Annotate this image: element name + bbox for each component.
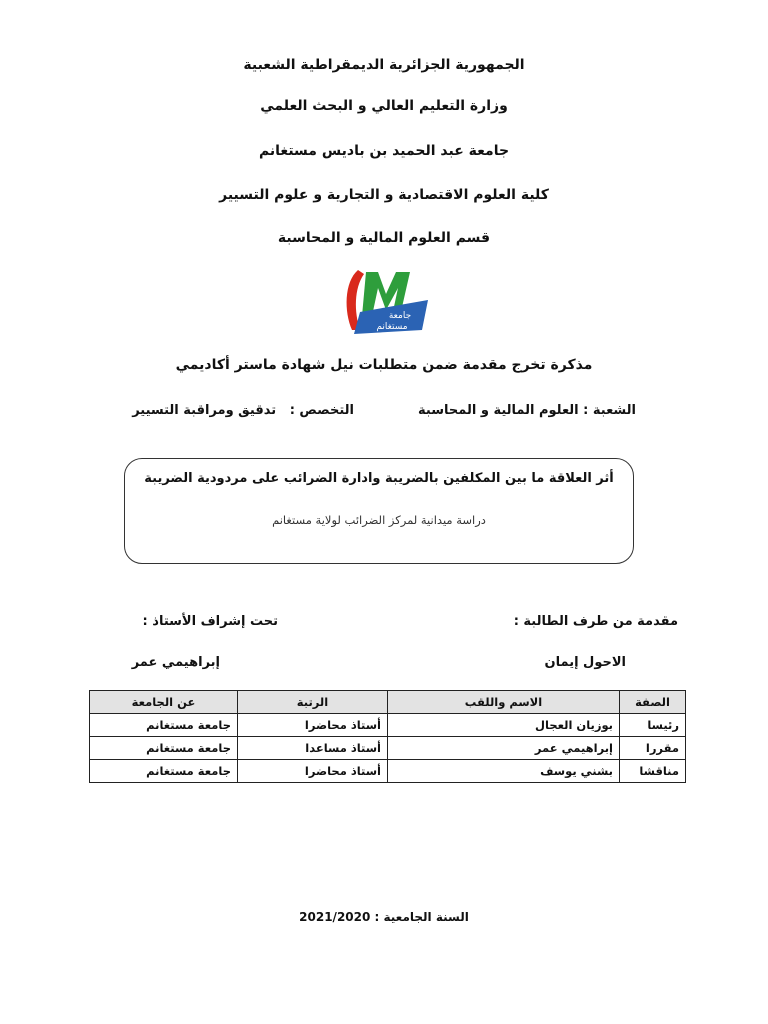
- jury-rank: أستاذ مساعدا: [238, 737, 388, 760]
- university-logo: [338, 264, 430, 338]
- jury-rank: أستاذ محاضرا: [238, 760, 388, 783]
- logo-text-line2: مستغانم: [376, 322, 408, 332]
- republic-heading: الجمهورية الجزائرية الديمقراطية الشعبية: [243, 57, 525, 73]
- logo-text-line1: جامعة: [388, 311, 412, 321]
- memo-statement: مذكرة تخرج مقدمة ضمن متطلبات نيل شهادة ماستر أكاديمي: [175, 357, 593, 373]
- thesis-title-box: [124, 458, 634, 564]
- academic-year-label: السنة الجامعية :: [374, 910, 469, 924]
- branch-line: [418, 403, 636, 418]
- branch-label: الشعبة :: [583, 403, 636, 418]
- specialty-line: [132, 403, 354, 418]
- jury-role: مناقشا: [620, 760, 686, 783]
- department-heading: قسم العلوم المالية و المحاسبة: [277, 230, 491, 246]
- academic-year-value: 2021/2020: [299, 910, 371, 924]
- supervisor-label: تحت إشراف الأستاذ :: [142, 614, 278, 629]
- thesis-title: أثر العلاقة ما بين المكلفين بالضريبة وادارة الضرائب على مردودية الضريبة: [144, 471, 614, 486]
- jury-university: جامعة مستغانم: [90, 760, 238, 783]
- jury-name: إبراهيمي عمر: [388, 737, 620, 760]
- jury-header-rank: الرتبة: [238, 691, 388, 714]
- jury-name: بوزيان العجال: [388, 714, 620, 737]
- jury-row: [90, 737, 686, 760]
- branch-value: العلوم المالية و المحاسبة: [418, 403, 579, 418]
- jury-header-university: عن الجامعة: [90, 691, 238, 714]
- jury-rank: أستاذ محاضرا: [238, 714, 388, 737]
- jury-university: جامعة مستغانم: [90, 714, 238, 737]
- university-heading: جامعة عبد الحميد بن باديس مستغانم: [258, 143, 510, 159]
- academic-year: [0, 910, 768, 924]
- jury-name: بشني يوسف: [388, 760, 620, 783]
- specialty-value: تدقيق ومراقبة التسيير: [132, 403, 277, 418]
- jury-role: مقررا: [620, 737, 686, 760]
- jury-header-name: الاسم واللقب: [388, 691, 620, 714]
- jury-role: رئيسا: [620, 714, 686, 737]
- jury-header-role: الصفة: [620, 691, 686, 714]
- submitted-by-label: مقدمة من طرف الطالبة :: [513, 614, 678, 629]
- jury-header-row: [90, 691, 686, 714]
- specialty-label: التخصص :: [289, 403, 354, 418]
- jury-table: [89, 690, 686, 783]
- thesis-subtitle: دراسة ميدانية لمركز الضرائب لولاية مستغانم: [272, 513, 486, 527]
- ministry-heading: وزارة التعليم العالي و البحث العلمي: [260, 98, 508, 114]
- jury-row: [90, 760, 686, 783]
- faculty-heading: كلية العلوم الاقتصادية و التجارية و علوم التسيير: [219, 187, 549, 203]
- supervisor-name: إبراهيمي عمر: [131, 655, 220, 670]
- student-name: الاحول إيمان: [544, 655, 626, 670]
- jury-university: جامعة مستغانم: [90, 737, 238, 760]
- jury-row: [90, 714, 686, 737]
